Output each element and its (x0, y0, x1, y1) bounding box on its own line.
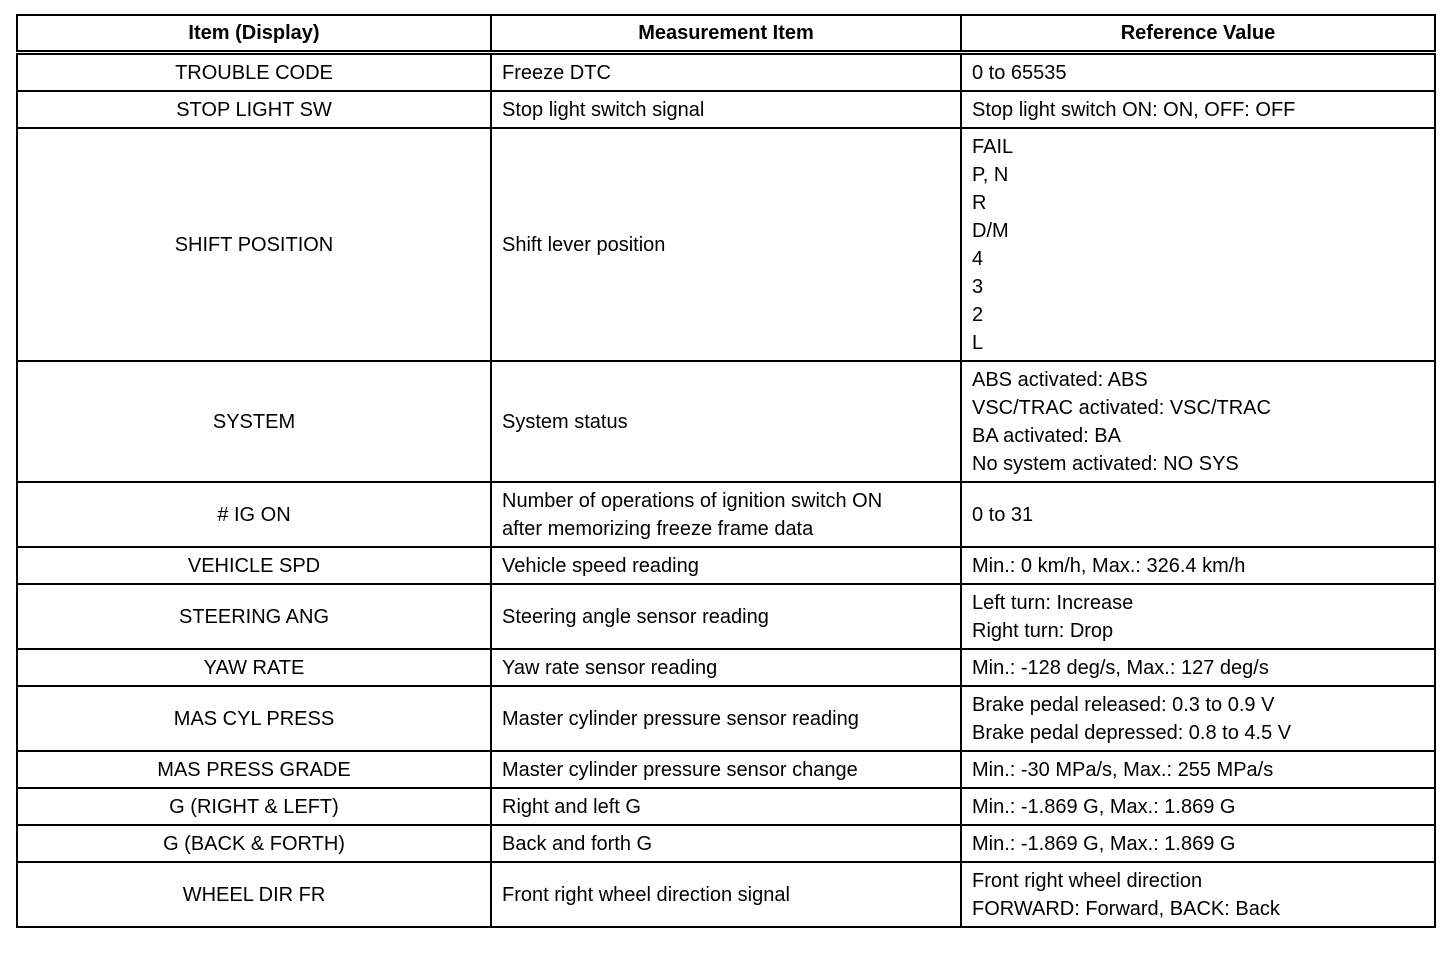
reference-line: 4 (972, 247, 984, 270)
reference-line: Min.: 0 km/h, Max.: 326.4 km/h (972, 554, 1246, 577)
header-reference-value: Reference Value (961, 15, 1435, 53)
measurement-line: Front right wheel direction signal (502, 883, 790, 906)
measurement-line: Shift lever position (502, 233, 666, 256)
header-item-display: Item (Display) (17, 15, 491, 53)
reference-line: Brake pedal released: 0.3 to 0.9 V (972, 693, 1275, 716)
reference-value-cell (961, 482, 1435, 547)
reference-line: No system activated: NO SYS (972, 452, 1239, 475)
measurement-item-cell (491, 686, 961, 751)
table-row (17, 584, 1435, 649)
measurement-line: System status (502, 410, 628, 433)
reference-value-cell (961, 584, 1435, 649)
reference-line: Min.: -128 deg/s, Max.: 127 deg/s (972, 656, 1269, 679)
table-row (17, 862, 1435, 927)
table-row (17, 686, 1435, 751)
item-display-cell: G (BACK & FORTH) (17, 825, 491, 862)
measurement-item-cell (491, 584, 961, 649)
reference-value-cell (961, 91, 1435, 128)
measurement-line: Vehicle speed reading (502, 554, 699, 577)
measurement-line: Number of operations of ignition switch ON (502, 489, 883, 512)
reference-value-cell (961, 751, 1435, 788)
measurement-line: Master cylinder pressure sensor reading (502, 707, 859, 730)
item-display-cell: MAS CYL PRESS (17, 686, 491, 751)
table-header-row (17, 15, 1435, 53)
measurement-item-cell (491, 128, 961, 361)
reference-line: P, N (972, 163, 1009, 186)
measurement-line: Freeze DTC (502, 61, 611, 84)
reference-value-cell (961, 361, 1435, 482)
table-row (17, 91, 1435, 128)
reference-line: Stop light switch ON: ON, OFF: OFF (972, 98, 1296, 121)
reference-line: Min.: -1.869 G, Max.: 1.869 G (972, 832, 1236, 855)
item-display-cell: WHEEL DIR FR (17, 862, 491, 927)
freeze-frame-data-table (16, 14, 1436, 928)
item-display-cell: SYSTEM (17, 361, 491, 482)
reference-line: 3 (972, 275, 984, 298)
reference-line: FAIL (972, 135, 1014, 158)
measurement-item-cell (491, 751, 961, 788)
table-row (17, 825, 1435, 862)
reference-line: FORWARD: Forward, BACK: Back (972, 897, 1280, 920)
measurement-item-cell (491, 91, 961, 128)
measurement-item-cell (491, 53, 961, 92)
item-display-cell: STEERING ANG (17, 584, 491, 649)
reference-value-cell (961, 825, 1435, 862)
item-display-cell: STOP LIGHT SW (17, 91, 491, 128)
reference-value-cell (961, 547, 1435, 584)
item-display-cell: VEHICLE SPD (17, 547, 491, 584)
reference-line: D/M (972, 219, 1009, 242)
measurement-line: Master cylinder pressure sensor change (502, 758, 858, 781)
reference-value-cell (961, 128, 1435, 361)
reference-line: 0 to 31 (972, 503, 1034, 526)
measurement-line: after memorizing freeze frame data (502, 517, 814, 540)
reference-value-cell (961, 53, 1435, 92)
measurement-line: Yaw rate sensor reading (502, 656, 718, 679)
reference-value-cell (961, 788, 1435, 825)
measurement-item-cell (491, 547, 961, 584)
table-row (17, 482, 1435, 547)
reference-line: 0 to 65535 (972, 61, 1067, 84)
table-row (17, 788, 1435, 825)
reference-line: VSC/TRAC activated: VSC/TRAC (972, 396, 1271, 419)
reference-line: R (972, 191, 987, 214)
item-display-cell: MAS PRESS GRADE (17, 751, 491, 788)
measurement-item-cell (491, 862, 961, 927)
reference-line: Min.: -30 MPa/s, Max.: 255 MPa/s (972, 758, 1274, 781)
reference-line: Brake pedal depressed: 0.8 to 4.5 V (972, 721, 1292, 744)
measurement-line: Steering angle sensor reading (502, 605, 769, 628)
table-body (17, 53, 1435, 928)
item-display-cell: TROUBLE CODE (17, 53, 491, 92)
reference-line: ABS activated: ABS (972, 368, 1148, 391)
reference-line: BA activated: BA (972, 424, 1121, 447)
measurement-item-cell (491, 649, 961, 686)
reference-line: 2 (972, 303, 984, 326)
reference-line: L (972, 331, 984, 354)
table-row (17, 361, 1435, 482)
measurement-line: Back and forth G (502, 832, 653, 855)
reference-line: Right turn: Drop (972, 619, 1114, 642)
measurement-item-cell (491, 788, 961, 825)
item-display-cell: SHIFT POSITION (17, 128, 491, 361)
measurement-line: Right and left G (502, 795, 641, 818)
reference-line: Min.: -1.869 G, Max.: 1.869 G (972, 795, 1236, 818)
measurement-item-cell (491, 361, 961, 482)
reference-value-cell (961, 686, 1435, 751)
item-display-cell: G (RIGHT & LEFT) (17, 788, 491, 825)
reference-line: Left turn: Increase (972, 591, 1134, 614)
table-row (17, 53, 1435, 92)
measurement-item-cell (491, 825, 961, 862)
reference-value-cell (961, 862, 1435, 927)
table-row (17, 128, 1435, 361)
header-measurement-item: Measurement Item (491, 15, 961, 53)
item-display-cell: YAW RATE (17, 649, 491, 686)
reference-line: Front right wheel direction (972, 869, 1203, 892)
item-display-cell: # IG ON (17, 482, 491, 547)
table-row (17, 751, 1435, 788)
table-row (17, 547, 1435, 584)
reference-value-cell (961, 649, 1435, 686)
measurement-line: Stop light switch signal (502, 98, 705, 121)
table-row (17, 649, 1435, 686)
measurement-item-cell (491, 482, 961, 547)
